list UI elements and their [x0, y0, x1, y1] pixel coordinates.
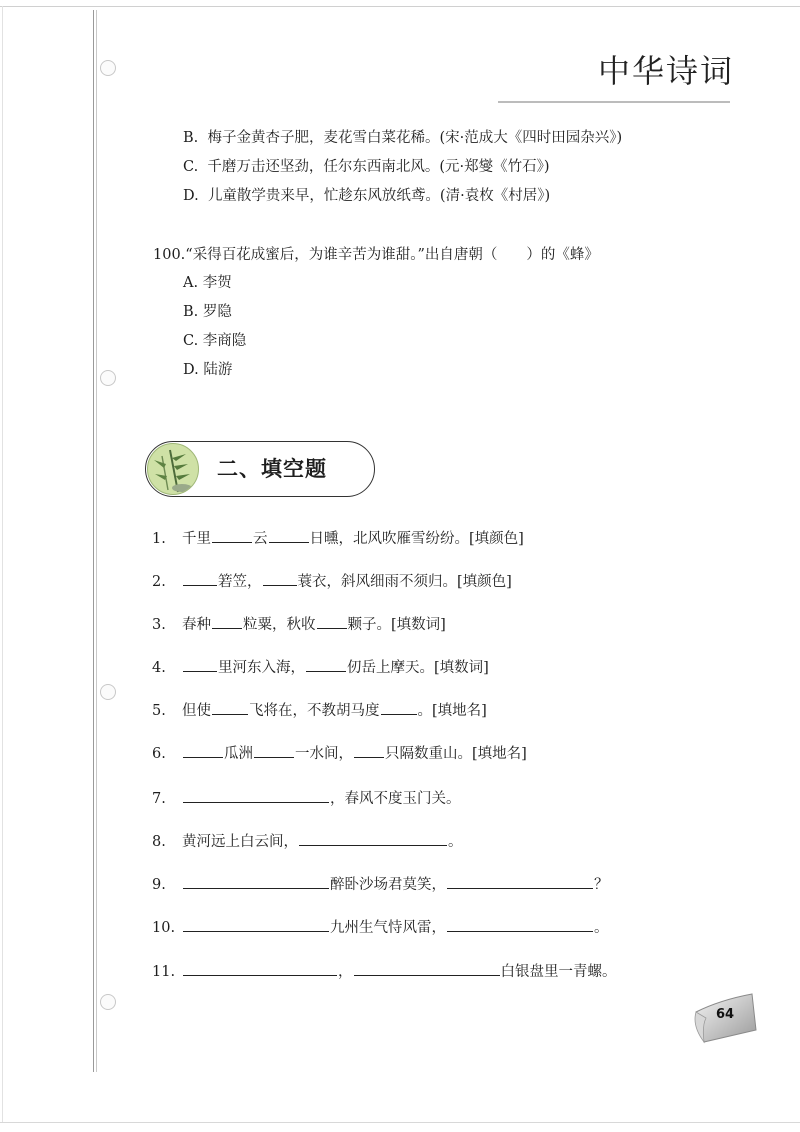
item-number: 5.	[152, 703, 166, 719]
item-number: 8.	[152, 834, 166, 850]
answer-blank[interactable]	[183, 657, 217, 672]
page-edge-left	[2, 6, 3, 1122]
option-line	[183, 331, 246, 351]
fill-item: 8. 黄河远上白云间， 。	[152, 831, 463, 852]
fill-item: 4. 里河东入海， 仞岳上摩天。[填数词]	[152, 657, 489, 678]
option-label: C.	[183, 333, 199, 349]
answer-blank[interactable]	[212, 528, 252, 543]
fill-item: 7. ，春风不度玉门关。	[152, 788, 461, 809]
option-text: 儿童散学贵来早，忙趁东风放纸鸢。(清·袁枚《村居》)	[207, 188, 551, 204]
punch-hole	[100, 60, 116, 76]
item-number: 6.	[152, 746, 166, 762]
option-line	[183, 186, 550, 206]
answer-blank[interactable]	[299, 831, 447, 846]
answer-blank[interactable]	[183, 961, 337, 976]
punch-hole	[100, 370, 116, 386]
option-line	[183, 360, 232, 380]
section-header	[145, 441, 377, 501]
fill-item: 5. 但使 飞将在，不教胡马度 。[填地名]	[152, 700, 487, 721]
item-number: 9.	[152, 877, 166, 893]
item-number: 3.	[152, 617, 166, 633]
answer-blank[interactable]	[263, 571, 297, 586]
option-text: 李商隐	[202, 333, 247, 349]
answer-blank[interactable]	[183, 788, 329, 803]
answer-blank[interactable]	[254, 743, 294, 758]
answer-blank[interactable]	[447, 917, 593, 932]
section-title: 二、填空题	[217, 457, 327, 481]
answer-blank[interactable]	[447, 874, 593, 889]
answer-blank[interactable]	[381, 700, 417, 715]
answer-blank[interactable]	[183, 743, 223, 758]
item-number: 7.	[152, 791, 166, 807]
option-label: B.	[183, 130, 199, 146]
option-line	[183, 128, 622, 148]
answer-blank[interactable]	[317, 614, 347, 629]
page-number: 64	[716, 1007, 735, 1022]
item-number: 1.	[152, 531, 166, 547]
question-text: “采得百花成蜜后，为谁辛苦为谁甜。”出自唐朝（ ）的《蜂》	[185, 247, 599, 263]
answer-blank[interactable]	[354, 743, 384, 758]
page-edge-bottom	[0, 1122, 800, 1123]
fill-item: 6. 瓜洲 一水间， 只隔数重山。[填地名]	[152, 743, 527, 764]
option-line	[183, 273, 232, 293]
answer-blank[interactable]	[212, 700, 248, 715]
fill-item: 2. 箬笠， 蓑衣，斜风细雨不须归。[填颜色]	[152, 571, 512, 592]
answer-blank[interactable]	[183, 874, 329, 889]
option-label: C.	[183, 159, 199, 175]
question-stem	[153, 245, 599, 265]
page-header-title: 中华诗词	[598, 52, 735, 90]
answer-blank[interactable]	[183, 571, 217, 586]
header-rule	[498, 101, 730, 103]
option-label: D.	[183, 188, 199, 204]
option-label: D.	[183, 362, 199, 378]
item-number: 4.	[152, 660, 166, 676]
binding-line	[93, 10, 94, 1072]
option-line	[183, 157, 550, 177]
question-number: 100.	[153, 247, 186, 263]
option-text: 千磨万击还坚劲，任尔东西南北风。(元·郑燮《竹石》)	[207, 159, 550, 175]
punch-hole	[100, 994, 116, 1010]
answer-blank[interactable]	[306, 657, 346, 672]
item-number: 11.	[152, 964, 176, 980]
option-text: 梅子金黄杏子肥，麦花雪白菜花稀。(宋·范成大《四时田园杂兴》)	[207, 130, 623, 146]
option-text: 陆游	[203, 362, 233, 378]
item-number: 2.	[152, 574, 166, 590]
fill-item: 1. 千里 云 日曛，北风吹雁雪纷纷。[填颜色]	[152, 528, 524, 549]
fill-item: 11. ， 白银盘里一青螺。	[152, 961, 617, 982]
punch-hole	[100, 684, 116, 700]
option-label: A.	[183, 275, 199, 291]
option-line	[183, 302, 232, 322]
answer-blank[interactable]	[183, 917, 329, 932]
answer-blank[interactable]	[354, 961, 500, 976]
fill-item: 9. 醉卧沙场君莫笑， ？	[152, 874, 609, 895]
page-edge-top	[0, 6, 800, 7]
item-number: 10.	[152, 920, 176, 936]
fill-item: 10. 九州生气恃风雷， 。	[152, 917, 609, 938]
binding-line-inner	[96, 10, 97, 1072]
answer-blank[interactable]	[212, 614, 242, 629]
answer-blank[interactable]	[269, 528, 309, 543]
option-label: B.	[183, 304, 199, 320]
option-text: 李贺	[202, 275, 232, 291]
bamboo-icon	[147, 443, 199, 495]
fill-item: 3. 春种 粒粟，秋收 颗子。[填数词]	[152, 614, 446, 635]
option-text: 罗隐	[202, 304, 232, 320]
